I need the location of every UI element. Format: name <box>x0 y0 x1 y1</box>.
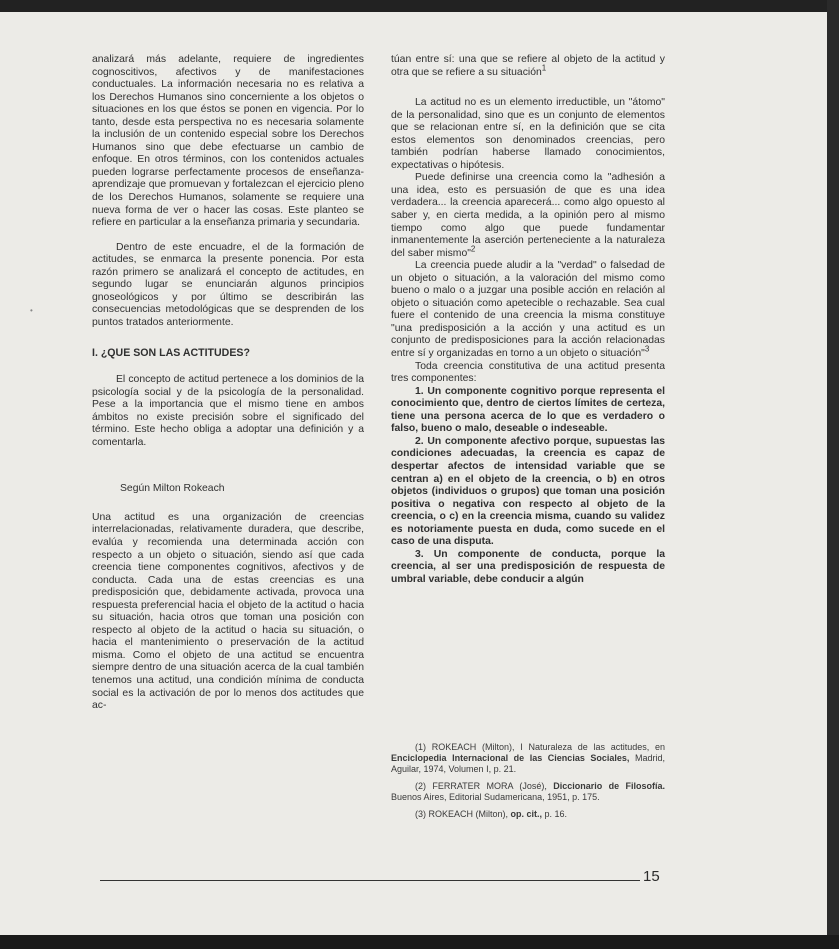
paragraph <box>391 54 665 79</box>
footnote-text: (3) ROKEACH (Milton), <box>415 809 511 819</box>
paragraph-text: Puede definirse una creencia como la "adhesión a una idea, esto es persuasión de que es una idea verdadera... la creencia aparecerá... como algo opuesto al saber y, en cierta medida, a la opinión pero al mismo tiempo como algo que puede fundamentar inmanentemente la aserción perteneciente a la naturaleza del saber mismo" <box>391 172 665 259</box>
margin-mark: • <box>30 306 33 315</box>
paragraph: El concepto de actitud pertenece a los dominios de la psicología social y de la psicología de la personalidad. Pese a la importancia que el mismo tiene en ambos ámbitos no existe precisión sobre el significado del término. Este hecho obliga a adoptar una definición y a comentarla. <box>92 374 364 448</box>
list-item: 2. Un componente afectivo porque, supuestas las condiciones adecuadas, la creencia es capaz de despertar afectos de intensidad variable que se centran a) en el objeto de la creencia, o b) en otros objetos (individuos o grupos) que toman una posición positiva o negativa con respecto al objeto de la creencia, o c) en la creencia misma, cuando su validez es notoriamente puesta en duda, como sucede en el caso de una disputa. <box>391 435 665 548</box>
list-item: 1. Un componente cognitivo porque representa el conocimiento que, dentro de ciertos límites de certeza, tiene una persona acerca de lo que es verdadero o falso, bueno o malo, deseable o indeseable. <box>391 385 665 435</box>
left-column <box>92 54 364 713</box>
footnotes <box>391 742 665 826</box>
list-item: 3. Un componente de conducta, porque la creencia, al ser una predisposición de respuesta de umbral variable, debe conducir a algún <box>391 548 665 585</box>
footnote-ref: 1 <box>541 63 547 73</box>
footnote-ref: 2 <box>470 244 476 254</box>
paragraph: Toda creencia constitutiva de una actitud presenta tres componentes: <box>391 360 665 385</box>
scan-border-top <box>0 0 839 12</box>
paragraph <box>391 260 665 360</box>
footnote-title: Diccionario de Filosofía. <box>553 781 665 791</box>
paragraph-text: túan entre sí: una que se refiere al objeto de la actitud y otra que se refiere a su situación <box>391 54 665 78</box>
footnote-text: (2) FERRATER MORA (José), <box>415 781 554 791</box>
paragraph: analizará más adelante, requiere de ingredientes cognoscitivos, afectivos y de manifestaciones conductuales. La información necesaria no es relativa a los Derechos Humanos sino concerniente a los objetos o situaciones en los que éstos se ponen en vigencia. Por lo tanto, desde esta perspectiva no es necesaria solamente la inclusión de un contenido especial sobre los Derechos Humanos sino que debe efectuarse un cambio de enfoque. En otros términos, con los contenidos actuales pueden lograrse perfectamente procesos de enseñanza-aprendizaje que promuevan y fortalezcan el ejercicio pleno de los Derechos Humanos, solamente se requiere una nueva forma de ver o hacer las cosas. Este planteo se refiere en particular a la enseñanza primaria y secundaria. <box>92 54 364 229</box>
right-column <box>391 54 665 586</box>
footnote-text: Madrid, Aguilar, 1974, Volumen I, p. 21. <box>391 753 665 774</box>
paragraph: Dentro de este encuadre, el de la formación de actitudes, se enmarca la presente ponencia. Por esta razón primero se analizará el concepto de actitudes, en segundo lugar se enunciarán algunos principios gnoseológicos y por último se describirán las consecuencias metodológicas que se desprenden de los puntos tratados anteriormente. <box>92 241 364 328</box>
footnote-ref: 3 <box>644 344 650 354</box>
footnote <box>391 742 665 775</box>
scan-border-right <box>827 0 839 949</box>
footnote-text: p. 16. <box>542 809 568 819</box>
footer-rule <box>100 880 640 881</box>
paragraph: Una actitud es una organización de creencias interrelacionadas, relativamente duradera, que describe, evalúa y recomienda una determinada acción con respecto a un objeto o situación, siendo así que cada creencia tiene componentes cognitivos, afectivos y de conducta. Cada una de estas creencias es una predisposición que, debidamente activada, provoca una respuesta preferencial hacia el objeto de la actitud o hacia su situación, hacia otros que toman una posición con respecto al objeto de la actitud o hacia su situación, o hacia el mantenimiento o preservación de la actitud misma. Como el objeto de una actitud se encuentra siempre dentro de una situación acerca de la cual también tenemos una actitud, una condición mínima de conducta social es la activación de por lo menos dos actitudes que ac- <box>92 511 364 712</box>
footnote-title: Enciclopedia Internacional de las Ciencias Sociales, <box>391 753 630 763</box>
footnote-title: op. cit., <box>510 809 543 819</box>
footnote <box>391 809 665 820</box>
scan-border-bottom <box>0 935 839 949</box>
subheading: Según Milton Rokeach <box>120 483 225 495</box>
paragraph-text: La creencia puede aludir a la "verdad" o falsedad de un objeto o situación, a la valoración del mismo como bueno o malo o a juzgar una posible acción en relación al objeto o situación como apetecible o rechazable. Sea cual fuere el contenido de una creencia la misma constituye "una predisposición a la acción y una actitud es un conjunto de predisposiciones para la acción relacionadas entre sí y organizadas en torno a un objeto o situación" <box>391 260 665 360</box>
document-page <box>0 12 827 935</box>
footnote-text: Buenos Aires, Editorial Sudamericana, 1951, p. 175. <box>391 792 600 802</box>
page-number: 15 <box>643 868 660 885</box>
footnote-text: (1) ROKEACH (Milton), I Naturaleza de las actitudes, en <box>415 742 665 752</box>
section-heading: I. ¿QUE SON LAS ACTITUDES? <box>92 347 250 360</box>
footnote <box>391 781 665 803</box>
paragraph <box>391 172 665 260</box>
paragraph: La actitud no es un elemento irreductible, un "átomo" de la personalidad, sino que es un conjunto de elementos que se relacionan entre sí, en la definición que se cita estos elementos son denominados creencias, pero también podrían haberse llamado conocimientos, expectativas o hipótesis. <box>391 97 665 171</box>
